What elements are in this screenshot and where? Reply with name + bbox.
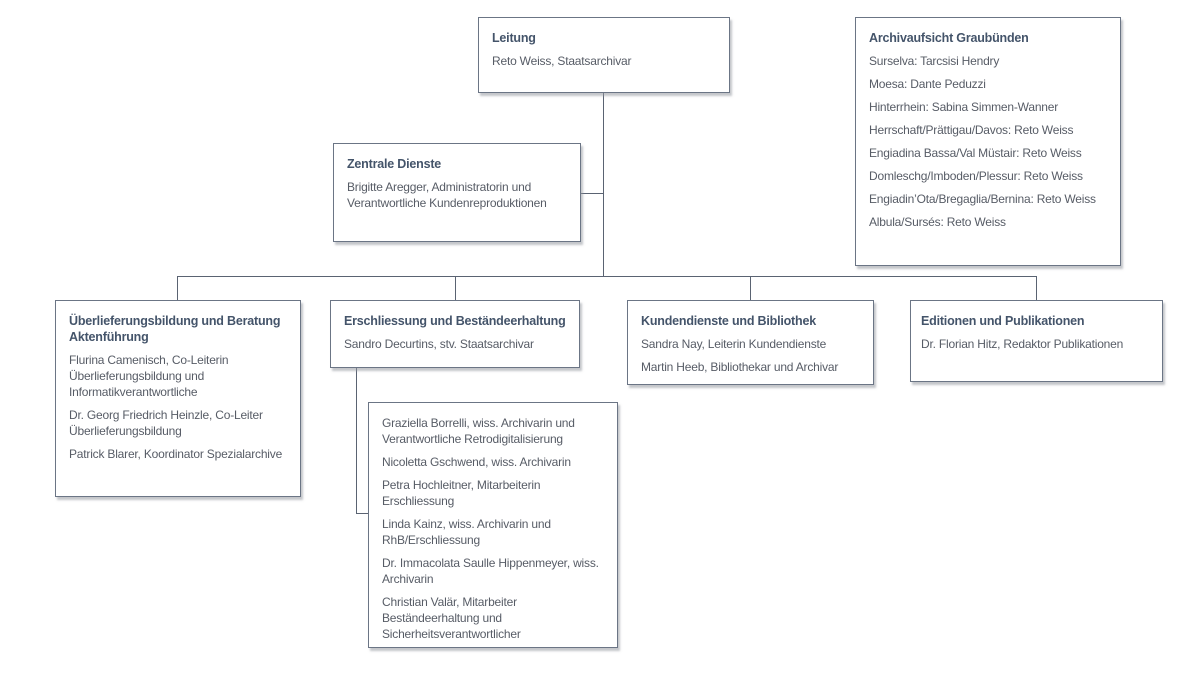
member-item: Martin Heeb, Bibliothekar und Archivar (641, 360, 839, 374)
member-item: Hinterrhein: Sabina Simmen-Wanner (869, 100, 1059, 114)
member-item: Brigitte Aregger, Administratorin und Verantwortliche Kundenreproduktionen (347, 180, 547, 210)
member-item: Sandra Nay, Leiterin Kundendienste (641, 337, 827, 351)
connector-stub-ueberlieferungsbildung (177, 276, 178, 300)
archivaufsicht-title: Archivaufsicht Graubünden (869, 31, 1029, 45)
member-item: Engiadina Bassa/Val Müstair: Reto Weiss (869, 146, 1082, 160)
member-item: Herrschaft/Prättigau/Davos: Reto Weiss (869, 123, 1074, 137)
member-item: Surselva: Tarcsisi Hendry (869, 54, 1000, 68)
member-item: Sandro Decurtins, stv. Staatsarchivar (344, 337, 534, 351)
org-box-erschliessung-team (368, 402, 618, 648)
connector-stub-kundendienste (750, 276, 751, 300)
member-item: Engiadin’Ota/Bregaglia/Bernina: Reto Weiss (869, 192, 1096, 206)
member-item: Dr. Georg Friedrich Heinzle, Co-Leiter Überlieferungsbildung (69, 408, 263, 438)
connector-bus-horizontal (177, 276, 1037, 277)
connector-team-horizontal (356, 513, 368, 514)
member-item: Linda Kainz, wiss. Archivarin und RhB/Erschliessung (382, 517, 551, 547)
leitung-title: Leitung (492, 31, 536, 45)
member-item: Christian Valär, Mitarbeiter Beständeerhaltung und Sicherheitsverantwortlicher (382, 595, 521, 641)
org-box-zentrale-dienste (333, 143, 581, 242)
zentrale-dienste-title: Zentrale Dienste (347, 157, 442, 171)
connector-leitung-vertical (603, 93, 604, 276)
ueberlieferungsbildung-title: Überlieferungsbildung und Beratung Aktenführung (69, 314, 281, 344)
member-item: Domleschg/Imboden/Plessur: Reto Weiss (869, 169, 1083, 183)
editionen-title: Editionen und Publikationen (921, 314, 1085, 328)
member-item: Petra Hochleitner, Mitarbeiterin Erschliessung (382, 478, 541, 508)
connector-zentrale-horizontal (581, 193, 604, 194)
org-box-leitung (478, 17, 730, 93)
org-box-kundendienste (627, 300, 874, 385)
member-item: Nicoletta Gschwend, wiss. Archivarin (382, 455, 571, 469)
member-item: Albula/Sursés: Reto Weiss (869, 215, 1006, 229)
member-item: Flurina Camenisch, Co-Leiterin Überlieferungsbildung und Informatikverantwortliche (69, 353, 229, 399)
org-box-editionen (910, 300, 1163, 382)
member-item: Reto Weiss, Staatsarchivar (492, 54, 632, 68)
connector-stub-erschliessung (455, 276, 456, 300)
org-box-ueberlieferungsbildung (55, 300, 301, 497)
member-item: Graziella Borrelli, wiss. Archivarin und Verantwortliche Retrodigitalisierung (382, 416, 575, 446)
org-box-archivaufsicht (855, 17, 1121, 266)
member-item: Dr. Florian Hitz, Redaktor Publikationen (921, 337, 1124, 351)
connector-team-vertical (356, 368, 357, 514)
member-item: Patrick Blarer, Koordinator Spezialarchive (69, 447, 283, 461)
member-item: Dr. Immacolata Saulle Hippenmeyer, wiss. Archivarin (382, 556, 599, 586)
kundendienste-title: Kundendienste und Bibliothek (641, 314, 816, 328)
org-box-erschliessung (330, 300, 580, 368)
connector-stub-editionen (1036, 276, 1037, 300)
member-item: Moesa: Dante Peduzzi (869, 77, 986, 91)
erschliessung-title: Erschliessung und Beständeerhaltung (344, 314, 566, 328)
